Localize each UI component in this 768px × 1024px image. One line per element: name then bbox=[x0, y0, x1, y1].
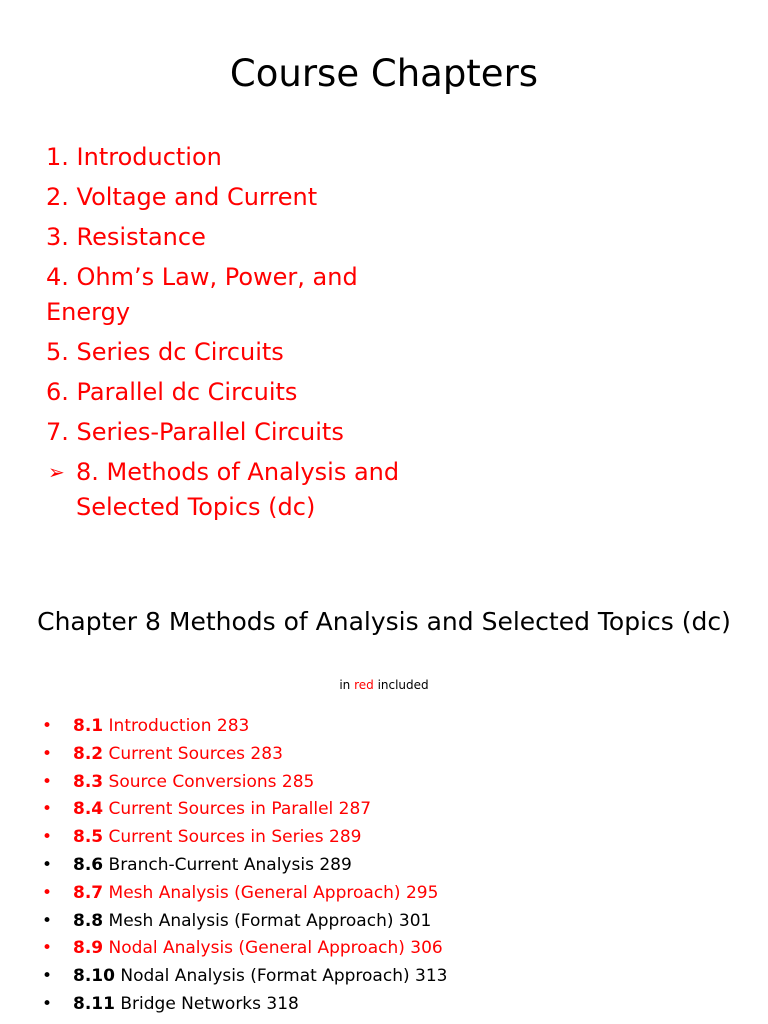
section-number: 8.4 bbox=[73, 799, 104, 820]
section-title: Introduction 283 bbox=[103, 716, 250, 736]
bullet-icon: • bbox=[42, 882, 53, 903]
legend-note-highlight: red bbox=[354, 678, 374, 692]
section-item bbox=[42, 713, 742, 741]
section-title: Current Sources 283 bbox=[103, 743, 283, 764]
section-title: Current Sources in Parallel 287 bbox=[103, 799, 372, 820]
section-title: Nodal Analysis (Format Approach) 313 bbox=[114, 966, 448, 987]
chapter-item-current bbox=[46, 455, 426, 525]
chapter-item: 1. Introduction bbox=[46, 143, 222, 171]
legend-note bbox=[0, 677, 768, 693]
section-item bbox=[42, 963, 742, 991]
chapter-item: 6. Parallel dc Circuits bbox=[46, 378, 298, 406]
section-item bbox=[42, 935, 742, 963]
section-number: 8.3 bbox=[73, 771, 104, 792]
section-number: 8.5 bbox=[73, 827, 104, 848]
section-title: Branch-Current Analysis 289 bbox=[103, 854, 352, 875]
chapter-item: 4. Ohm’s Law, Power, and Energy bbox=[46, 263, 358, 326]
section-number: 8.8 bbox=[73, 910, 104, 931]
section-item bbox=[42, 880, 742, 908]
section-title: Mesh Analysis (Format Approach) 301 bbox=[103, 910, 432, 931]
chapter-item: 7. Series-Parallel Circuits bbox=[46, 418, 344, 446]
section-title: Nodal Analysis (General Approach) 306 bbox=[103, 938, 443, 959]
section-item bbox=[42, 796, 742, 824]
section-item bbox=[42, 852, 742, 880]
section-number: 8.11 bbox=[73, 993, 115, 1014]
section-number: 8.7 bbox=[73, 882, 104, 903]
section-title: Bridge Networks 318 bbox=[114, 993, 299, 1014]
section-title: Mesh Analysis (General Approach) 295 bbox=[103, 882, 439, 903]
legend-note-prefix: in bbox=[339, 678, 355, 692]
chapter-item: 5. Series dc Circuits bbox=[46, 338, 284, 366]
section-item bbox=[42, 991, 742, 1019]
section-item bbox=[42, 908, 742, 936]
page-title: Course Chapters bbox=[229, 52, 539, 95]
bullet-icon: • bbox=[42, 910, 53, 931]
section-number: 8.1 bbox=[73, 716, 104, 736]
section-number: 8.10 bbox=[73, 966, 115, 987]
chapter-item: 2. Voltage and Current bbox=[46, 183, 318, 211]
bullet-icon: • bbox=[42, 938, 53, 959]
chapter-item-label: 8. Methods of Analysis and Selected Topics (dc) bbox=[76, 458, 400, 521]
bullet-icon: • bbox=[42, 854, 53, 875]
section-number: 8.2 bbox=[73, 743, 104, 764]
section-number: 8.9 bbox=[73, 938, 104, 959]
arrow-bullet-icon: ➢ bbox=[48, 460, 65, 484]
bullet-icon: • bbox=[42, 966, 53, 987]
section-title: Current Sources in Series 289 bbox=[103, 827, 362, 848]
bullet-icon: • bbox=[42, 716, 53, 736]
section-item bbox=[42, 824, 742, 852]
bullet-icon: • bbox=[42, 827, 53, 848]
section-title: Source Conversions 285 bbox=[103, 771, 315, 792]
bullet-icon: • bbox=[42, 993, 53, 1014]
bullet-icon: • bbox=[42, 743, 53, 764]
bullet-icon: • bbox=[42, 799, 53, 820]
section-item bbox=[42, 741, 742, 769]
section-item bbox=[42, 769, 742, 797]
section-number: 8.6 bbox=[73, 854, 104, 875]
chapter-8-title: Chapter 8 Methods of Analysis and Selected Topics (dc) bbox=[37, 607, 731, 636]
section-list bbox=[42, 713, 742, 1019]
legend-note-suffix: included bbox=[373, 678, 429, 692]
bullet-icon: • bbox=[42, 771, 53, 792]
chapter-item: 3. Resistance bbox=[46, 223, 206, 251]
chapter-list bbox=[46, 140, 426, 530]
